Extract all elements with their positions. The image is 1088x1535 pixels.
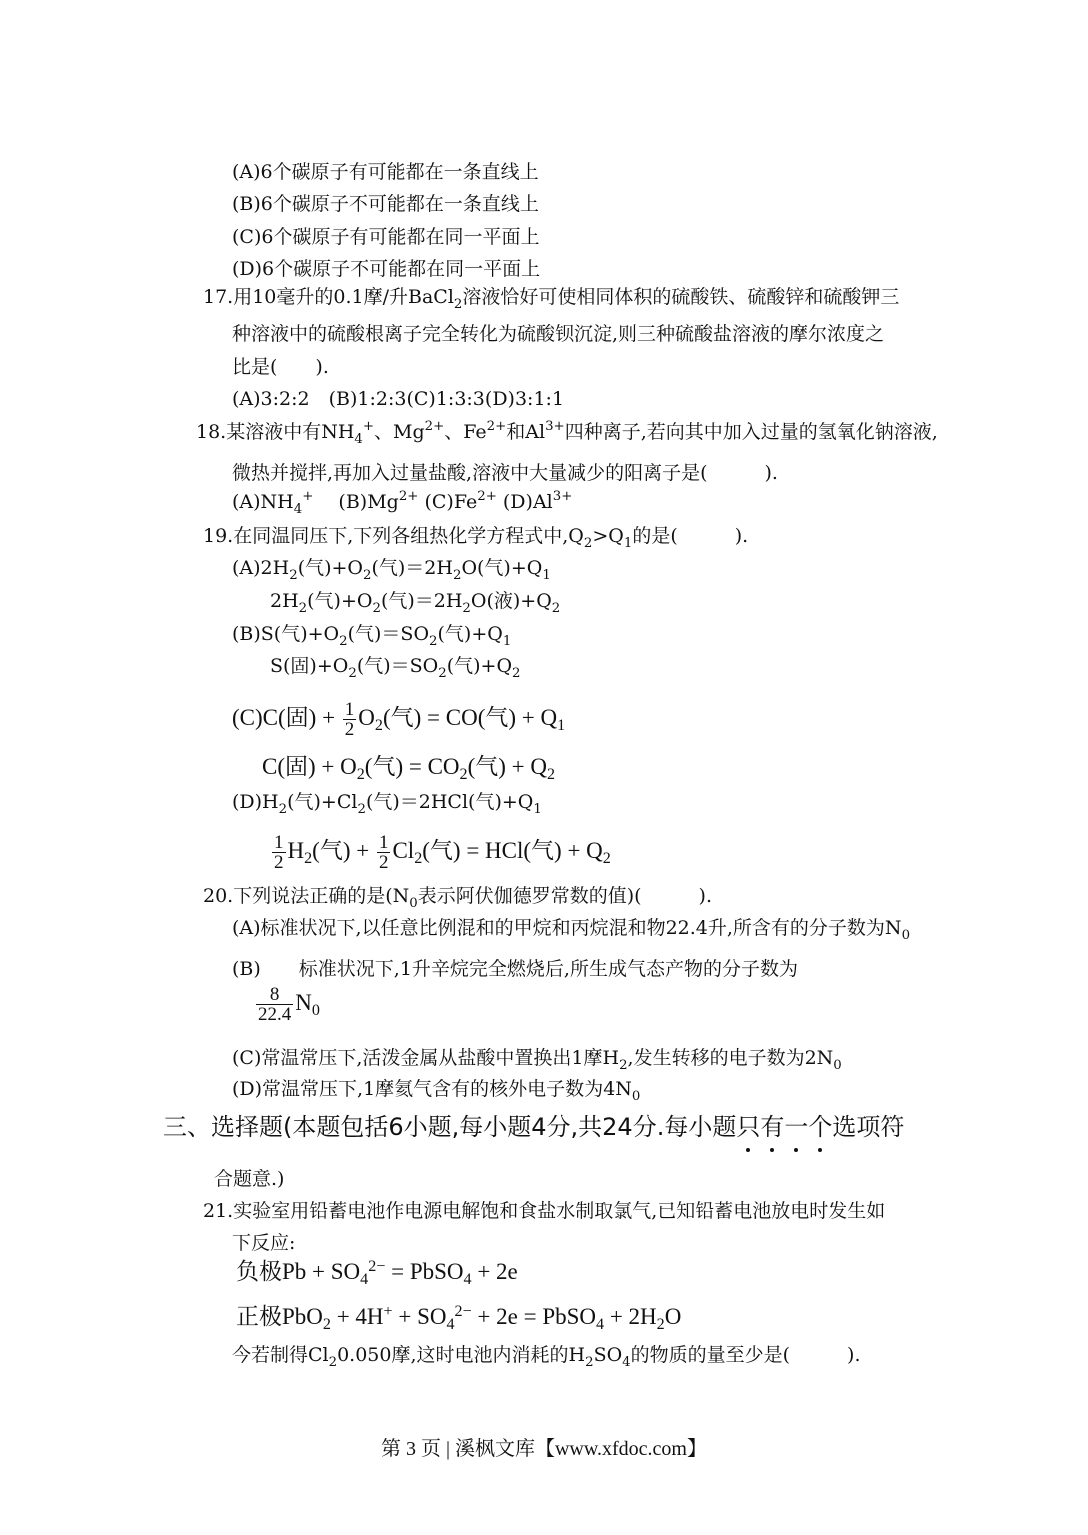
fraction-one-half: $\frac{1}{2}$	[378, 832, 389, 873]
q20-option-d: (D)常温常压下,1摩氦气含有的核外电子数为$4N_0$	[232, 1078, 641, 1104]
q16-option-d: (D)6个碳原子不可能都在同一平面上	[232, 258, 541, 280]
fraction-one-half: $\frac{1}{2}$	[274, 832, 284, 873]
emphasis-char: 有	[760, 1113, 785, 1141]
fraction-one-half: $\frac{1}{2}$	[344, 699, 355, 740]
q18-stem-line-1: 18.某溶液中有$NH_4^+$、$Mg^{2+}$、$Fe^{2+}$和$Al^{3+}$四种离子,若向其中加入过量的氢氧化钠溶液,	[196, 419, 938, 447]
q20-option-b: (B) 标准状况下,1升辛烷完全燃烧后,所生成气态产物的分子数为	[232, 958, 798, 980]
q21-stem-line-1: 21.实验室用铅蓄电池作电源电解饱和食盐水制取氯气,已知铅蓄电池放电时发生如	[203, 1200, 886, 1222]
q19-option-c-eq2: C(固) + $O_2$(气) = $CO_2$(气) + $Q_2$	[262, 754, 556, 783]
q21-negative-electrode-eq: 负极$Pb + SO_4^{2-}$ = PbSO$_4$ + 2e	[236, 1258, 518, 1288]
q18-stem-line-2: 微热并搅拌,再加入过量盐酸,溶液中大量减少的阳离子是( ).	[232, 462, 778, 484]
q19-option-d-eq2: $\frac{1}{2}$ $H_2$(气) + $\frac{1}{2}$ $Cl_2$(气) = HCl(气) + $Q_2$	[274, 832, 611, 873]
q19-option-b-eq2: S(固)$+O_2$(气)$=SO_2$(气)$+Q_2$	[270, 655, 521, 681]
q21-stem-line-2: 下反应:	[232, 1232, 296, 1254]
q20-option-a: (A)标准状况下,以任意比例混和的甲烷和丙烷混和物22.4升,所含有的分子数为$N_0$	[232, 917, 911, 943]
q19-stem: 19.在同温同压下,下列各组热化学方程式中$,Q_2>Q_1$的是( ).	[203, 525, 749, 551]
q19-option-b-eq1: (B)S(气)$+O_2$(气)$=SO_2$(气)$+Q_1$	[232, 623, 512, 649]
q21-positive-electrode-eq: 正极$PbO_2 + 4H^+ + SO_4^{2-} + 2e$ = PbSO$_4$ + $2H_2O$	[236, 1303, 682, 1333]
q17-stem-line-2: 种溶液中的硫酸根离子完全转化为硫酸钡沉淀,则三种硫酸盐溶液的摩尔浓度之	[232, 323, 885, 345]
q20-option-b-fraction: $\frac{8}{22.4}$ $N_0$	[258, 984, 320, 1025]
page-footer: 第 3 页 | 溪枫文库【www.xfdoc.com】	[380, 1438, 707, 1460]
q18-options: $(A)NH_4^+$ $(B)Mg^{2+}$ $(C)Fe^{2+}$ $(D)Al^{3+}$	[232, 489, 573, 517]
q19-option-c-eq1: (C)C(固) + $\frac{1}{2}$ $O_2$(气) = CO(气) + $Q_1$	[232, 699, 566, 740]
emphasis-char: 一	[784, 1113, 809, 1141]
q17-options: (A)3:2:2 (B)1:2:3(C)1:3:3(D)3:1:1	[232, 388, 565, 410]
q20-option-c: (C)常温常压下,活泼金属从盐酸中置换出1摩$H_2$,发生转移的电子数为$2N_0$	[232, 1047, 842, 1073]
section-3-title-continued: 合题意.)	[214, 1168, 285, 1190]
fraction-8-over-22-4: $\frac{8}{22.4}$	[258, 984, 292, 1025]
section-3-title: 三、选择题(本题包括6小题,每小题4分,共24分.每小题只有一个选项符	[163, 1113, 905, 1141]
q16-option-b: (B)6个碳原子不可能都在一条直线上	[232, 193, 539, 215]
emphasis-char: 个	[808, 1113, 833, 1141]
q19-option-a-eq1: $(A)2H_2$(气)$+O_2$(气)$=2H_2O$(气)$+Q_1$	[232, 557, 551, 583]
q19-option-d-eq1: $(D)H_2$(气)$+Cl_2$(气)＝2HCl(气)$+Q_1$	[232, 791, 542, 817]
q19-option-a-eq2: $2H_2$(气)$+O_2$(气)$=2H_2O$(液)$+Q_2$	[270, 590, 561, 616]
q17-stem-line-1: 17.用10毫升的0.1摩/升BaCl$_2$溶液恰好可使相同体积的硫酸铁、硫酸锌和硫酸钾三	[203, 286, 900, 312]
q16-option-c: (C)6个碳原子有可能都在同一平面上	[232, 226, 540, 248]
q17-stem-line-3: 比是( ).	[232, 356, 329, 378]
q20-stem: 20.下列说法正确的是($N_0$表示阿伏伽德罗常数的值)( ).	[203, 885, 713, 911]
emphasis-char: 只	[736, 1113, 761, 1141]
q16-option-a: (A)6个碳原子有可能都在一条直线上	[232, 161, 539, 183]
q21-stem-line-3: 今若制得$Cl_20.050$摩,这时电池内消耗的$H_2SO_4$的物质的量至少是( ).	[232, 1344, 861, 1370]
